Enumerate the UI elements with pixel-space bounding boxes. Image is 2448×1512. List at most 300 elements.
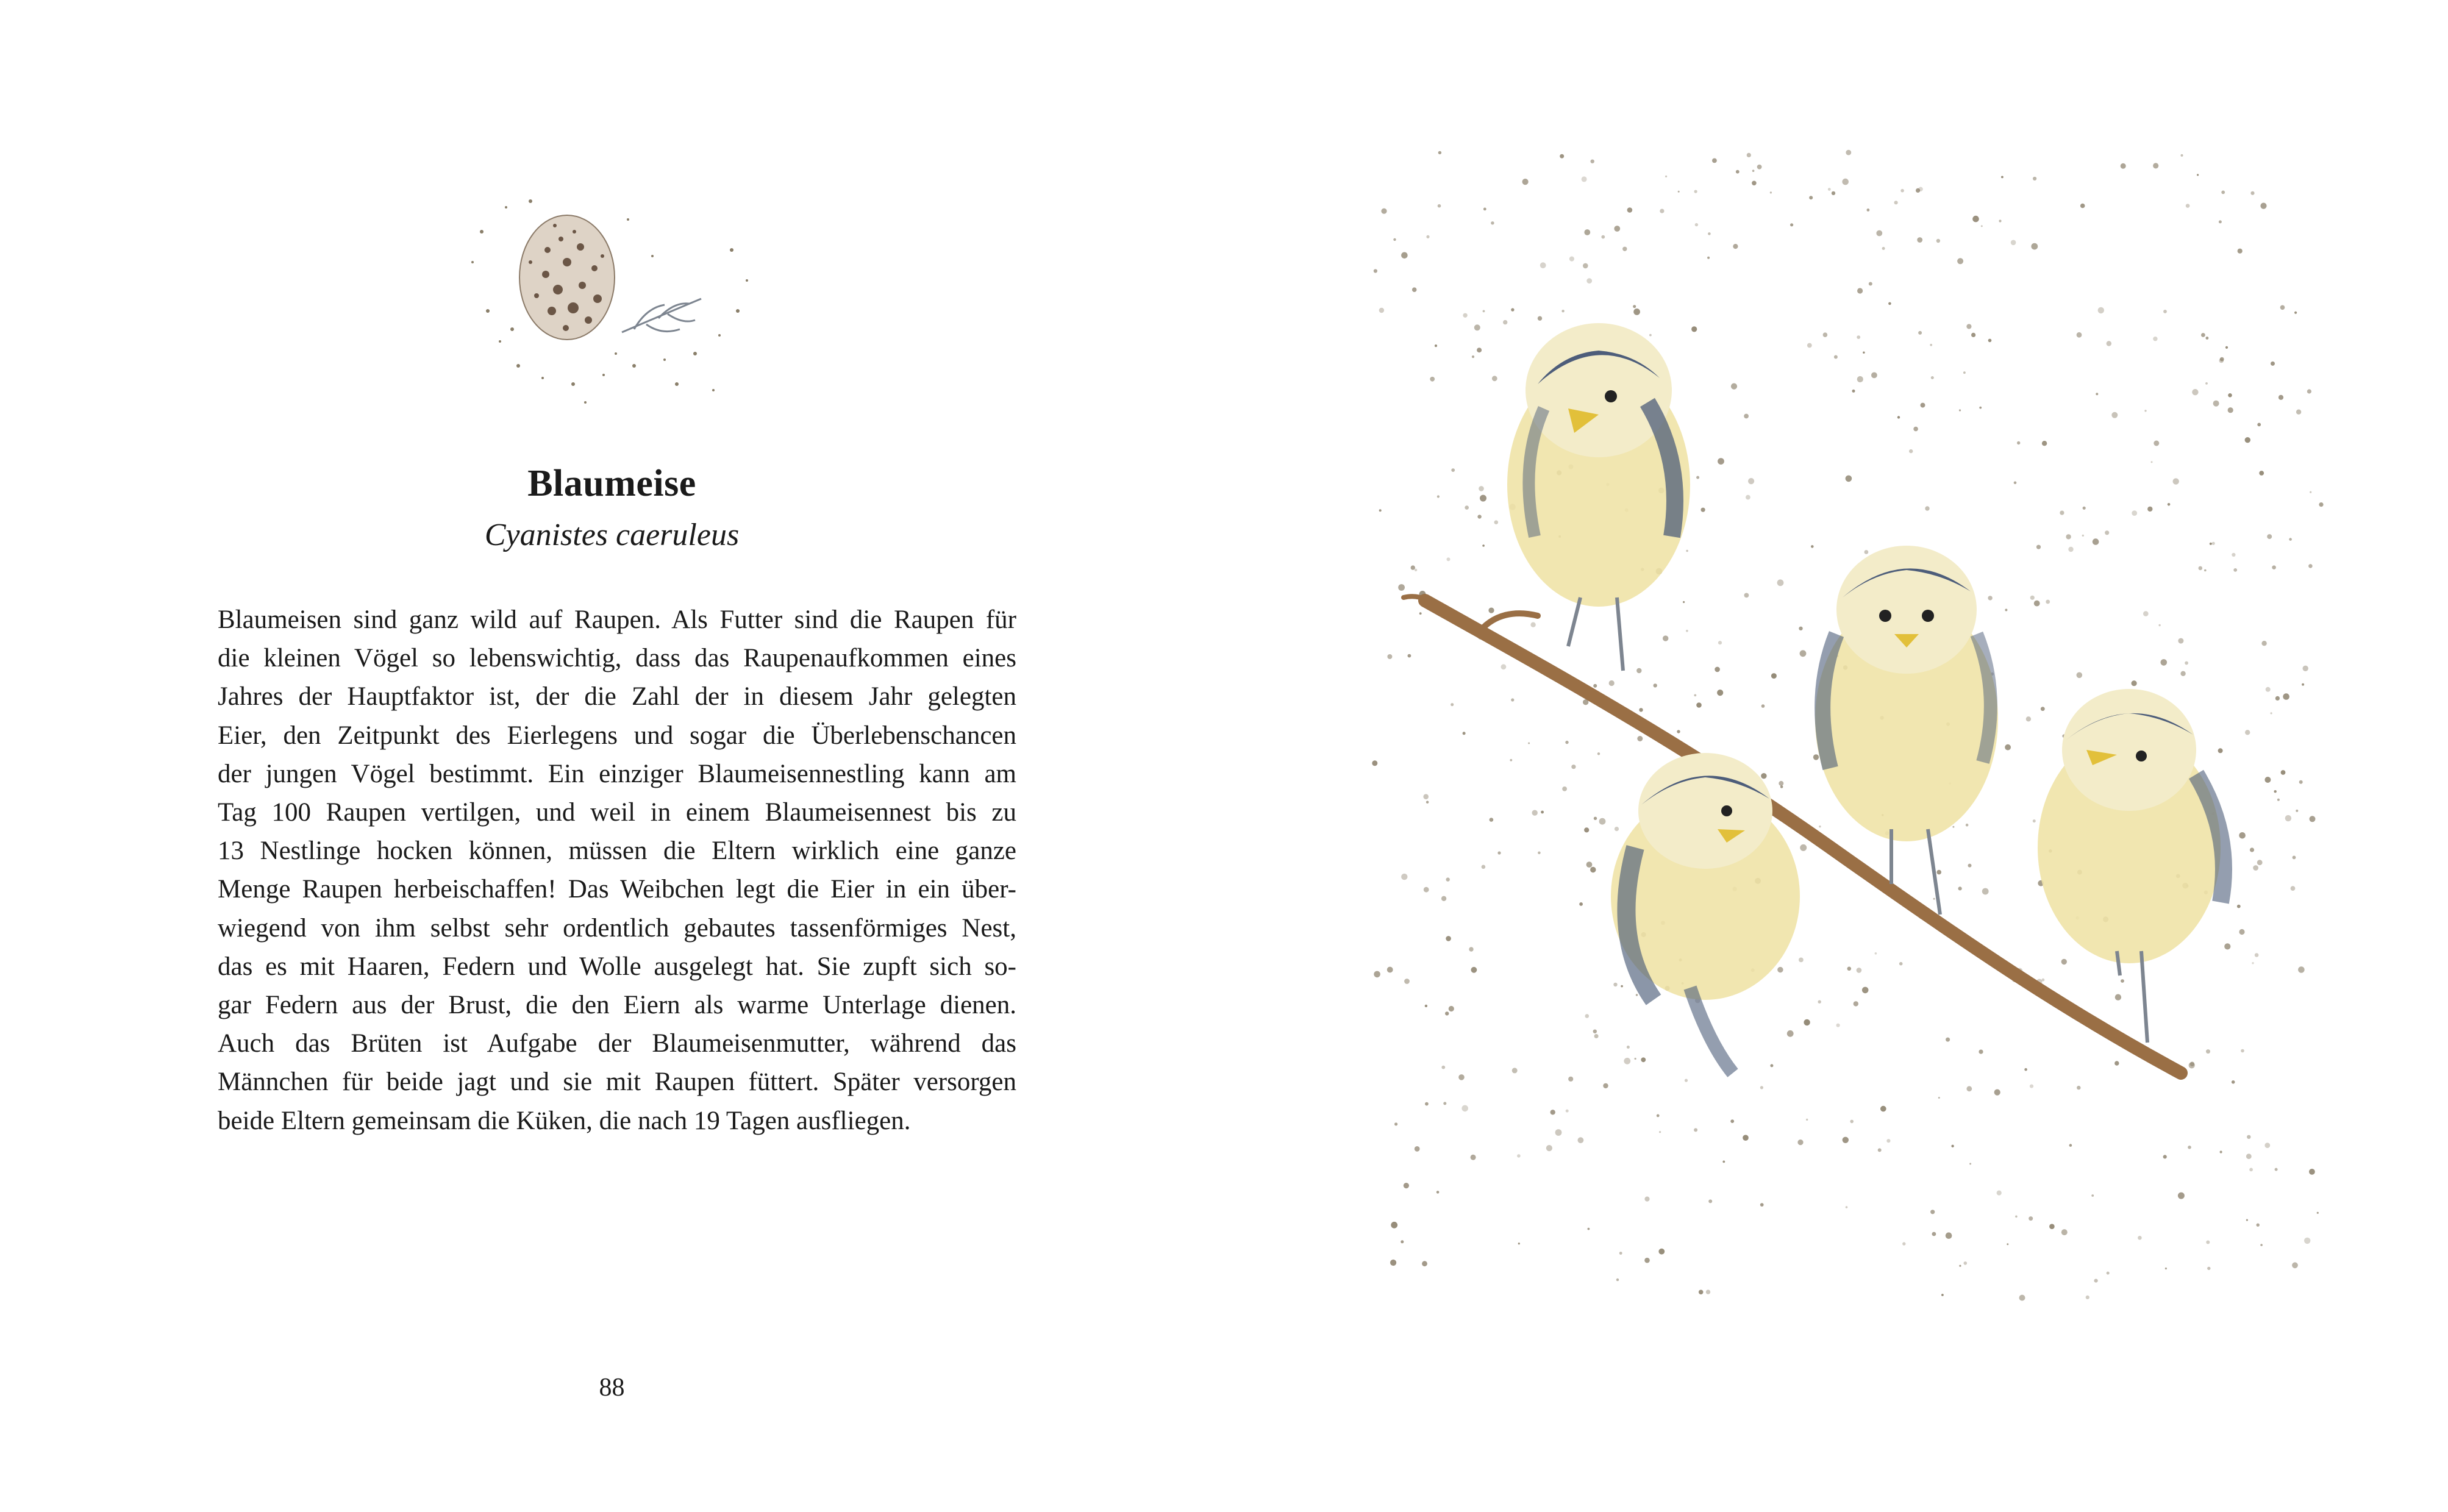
splatter-dot <box>1636 668 1641 673</box>
splatter-dot <box>2019 1295 2025 1301</box>
splatter-dot <box>2225 346 2228 349</box>
egg-feather-illustration <box>445 183 787 427</box>
splatter-dot <box>1469 947 1473 951</box>
splatter-dot <box>2111 412 2118 418</box>
splatter-dot <box>1852 390 1855 393</box>
splatter-dot <box>1510 759 1512 761</box>
splatter-dot <box>2246 1154 2252 1159</box>
splatter-dot <box>1811 545 1814 548</box>
splatter-dot <box>2107 1272 2110 1275</box>
splatter-dot <box>2219 220 2222 223</box>
splatter-dot <box>1565 741 1568 744</box>
splatter-dot <box>1449 1006 1454 1011</box>
splatter-dot <box>1921 403 1925 408</box>
splatter-dot <box>1483 208 1486 211</box>
splatter-dot <box>2204 569 2207 572</box>
splatter-dot <box>1585 1014 1590 1018</box>
bird-chick-center-right <box>1815 546 1998 841</box>
splatter-dot <box>2180 671 2185 676</box>
splatter-dot <box>2094 1279 2098 1283</box>
splatter-dot <box>1387 967 1393 973</box>
splatter-dot <box>1538 316 1542 321</box>
splatter-dot <box>2114 1061 2119 1065</box>
splatter-dot <box>2105 530 2109 535</box>
splatter-dot <box>2082 535 2084 537</box>
splatter-dot <box>1931 376 1934 379</box>
species-latin-name: Cyanistes caeruleus <box>484 518 740 552</box>
splatter-dot <box>1790 223 1793 226</box>
splatter-dot <box>1491 221 1494 224</box>
splatter-dot <box>2192 389 2198 395</box>
splatter-dot <box>2093 538 2099 545</box>
bird-chick-top-left <box>1507 323 1690 607</box>
splatter-dot <box>2007 1243 2008 1245</box>
splatter-dot <box>2224 943 2230 949</box>
splatter-dot <box>2151 461 2153 463</box>
splatter-dot <box>2299 780 2303 784</box>
splatter-dot <box>1398 584 1405 591</box>
splatter-dot <box>2308 564 2313 568</box>
splatter-dot <box>1933 898 1935 900</box>
splatter-dot <box>1582 176 1587 182</box>
right-page <box>1224 0 2448 1512</box>
splatter-dot <box>1522 179 1529 185</box>
splatter-dot <box>2233 568 2237 572</box>
splatter-dot <box>1964 1261 1968 1265</box>
splatter-dot <box>1894 201 1898 204</box>
splatter-dot <box>1730 1119 1734 1123</box>
splatter-dot <box>1712 159 1717 163</box>
splatter-dot <box>2232 553 2235 557</box>
splatter-dot <box>2115 994 2121 1000</box>
splatter-dot <box>2241 1049 2244 1053</box>
splatter-dot <box>2250 191 2254 195</box>
splatter-dot <box>1426 801 1429 804</box>
splatter-dot <box>1836 1024 1840 1027</box>
splatter-dot <box>2033 819 2036 822</box>
splatter-dot <box>2163 310 2167 313</box>
splatter-dot <box>1932 1232 1936 1236</box>
splatter-dot <box>1551 1110 1555 1114</box>
splatter-dot <box>1958 886 1962 890</box>
splatter-dot <box>1658 1249 1665 1255</box>
splatter-dot <box>1488 608 1494 613</box>
splatter-dot <box>1649 334 1652 337</box>
splatter-dot <box>2210 543 2212 545</box>
splatter-dot <box>1694 1128 1697 1132</box>
splatter-dot <box>2261 641 2266 646</box>
splatter-dot <box>1463 732 1466 735</box>
splatter-dot <box>1799 958 1804 963</box>
splatter-dot <box>2011 240 2016 246</box>
splatter-dot <box>2042 979 2045 982</box>
splatter-dot <box>2199 566 2203 571</box>
splatter-dot <box>1644 1258 1650 1263</box>
splatter-dot <box>1641 1057 1646 1062</box>
splatter-dot <box>1584 229 1590 235</box>
splatter-dot <box>1622 247 1627 251</box>
splatter-dot <box>2266 687 2271 692</box>
splatter-dot <box>1635 1058 1636 1060</box>
splatter-dot <box>1807 343 1812 348</box>
splatter-dot <box>1876 230 1882 237</box>
splatter-dot <box>1451 468 1455 472</box>
splatter-dot <box>1770 191 1772 193</box>
splatter-dot <box>1644 1197 1649 1202</box>
splatter-dot <box>1594 817 1597 820</box>
splatter-dot <box>2264 1143 2270 1148</box>
splatter-dot <box>1999 219 2001 222</box>
splatter-dot <box>1660 209 1664 213</box>
splatter-dot <box>2185 661 2188 665</box>
splatter-dot <box>1752 169 1755 172</box>
splatter-dot <box>1760 1086 1763 1089</box>
splatter-dot <box>2247 1135 2250 1139</box>
splatter-dot <box>1819 826 1821 827</box>
splatter-dot <box>1863 352 1865 354</box>
splatter-dot <box>1546 1145 1552 1151</box>
splatter-dot <box>1401 252 1408 259</box>
splatter-dot <box>2228 407 2233 413</box>
splatter-dot <box>1804 1019 1810 1025</box>
splatter-dot <box>1381 209 1386 214</box>
splatter-dot <box>1761 773 1766 779</box>
splatter-dot <box>2005 744 2011 751</box>
splatter-dot <box>1597 752 1600 755</box>
splatter-dot <box>1685 1079 1688 1082</box>
splatter-dot <box>1966 324 1971 329</box>
splatter-dot <box>1438 151 1441 154</box>
splatter-dot <box>2294 312 2297 314</box>
splatter-dot <box>1594 1034 1599 1038</box>
splatter-dot <box>1447 557 1451 561</box>
splatter-dot <box>1957 258 1963 264</box>
splatter-dot <box>1663 635 1668 641</box>
splatter-dot <box>1951 1145 1954 1147</box>
splatter-dot <box>1665 176 1667 177</box>
splatter-dot <box>1760 1203 1764 1207</box>
splatter-dot <box>1886 1139 1890 1143</box>
splatter-dot <box>2264 777 2271 783</box>
splatter-dot <box>2005 609 2007 612</box>
splatter-dot <box>1579 902 1583 906</box>
splatter-dot <box>1621 985 1623 988</box>
splatter-dot <box>2186 204 2190 208</box>
splatter-dot <box>1997 1191 2002 1196</box>
splatter-dot <box>1694 694 1696 697</box>
body-line: der jungen Vögel bestimmt. Ein einziger Blaumeisennestling kann am <box>218 759 1016 788</box>
splatter-dot <box>1959 1265 1961 1267</box>
splatter-dot <box>1787 1030 1794 1037</box>
splatter-dot <box>1451 703 1454 706</box>
splatter-dot <box>2138 1236 2142 1240</box>
splatter-dot <box>1747 153 1751 157</box>
splatter-dot <box>1959 409 1961 411</box>
splatter-dot <box>1869 282 1872 286</box>
splatter-dot <box>1832 191 1835 195</box>
splatter-dot <box>2220 357 2224 362</box>
splatter-dot <box>2168 503 2171 506</box>
splatter-dot <box>1393 238 1396 241</box>
splatter-dot <box>2041 707 2045 711</box>
splatter-dot <box>2271 362 2275 366</box>
splatter-dot <box>1733 244 1738 249</box>
splatter-dot <box>1930 344 1932 346</box>
splatter-dot <box>1718 458 1724 465</box>
splatter-dot <box>2154 441 2159 446</box>
splatter-dot <box>1880 1106 1886 1112</box>
splatter-dot <box>1474 324 1480 330</box>
splatter-dot <box>1471 967 1477 973</box>
splatter-dot <box>1372 760 1377 766</box>
splatter-dot <box>1800 650 1807 657</box>
page-number: 88 <box>599 1374 625 1402</box>
splatter-dot <box>2309 1169 2315 1175</box>
splatter-dot <box>1446 936 1451 941</box>
splatter-dot <box>1633 305 1636 308</box>
splatter-dot <box>2257 860 2263 865</box>
splatter-dot <box>1938 1097 1940 1099</box>
splatter-dot <box>2302 683 2304 686</box>
splatter-dot <box>2218 748 2223 753</box>
body-line: wiegend von ihm selbst sehr ordentlich gebautes tassenförmiges Nest, <box>218 913 1016 943</box>
splatter-dot <box>1517 1154 1521 1158</box>
splatter-dot <box>2213 401 2219 407</box>
splatter-dot <box>2238 249 2243 254</box>
splatter-dot <box>1777 579 1784 586</box>
splatter-dot <box>2061 959 2067 965</box>
splatter-dot <box>1722 1161 1725 1163</box>
splatter-dot <box>1968 864 1972 868</box>
splatter-dot <box>2206 337 2209 340</box>
splatter-dot <box>2246 1219 2248 1221</box>
splatter-dot <box>2239 929 2244 935</box>
body-line: Männchen für beide jagt und sie mit Raupen füttert. Später versorgen <box>218 1068 1016 1097</box>
splatter-dot <box>1511 308 1514 311</box>
splatter-dot <box>2158 624 2160 626</box>
splatter-dot <box>1966 1086 1972 1091</box>
splatter-dot <box>1846 1206 1848 1208</box>
splatter-dot <box>2034 601 2040 607</box>
splatter-dot <box>1614 226 1620 232</box>
splatter-dot <box>1636 994 1638 996</box>
splatter-dot <box>1761 704 1765 708</box>
body-line: Eier, den Zeitpunkt des Eierlegens und sogar die Überlebenschancen <box>218 721 1016 750</box>
splatter-dot <box>1422 1261 1427 1266</box>
splatter-dot <box>2319 502 2323 507</box>
splatter-dot <box>1569 257 1574 262</box>
splatter-dot <box>1479 486 1484 491</box>
splatter-dot <box>1590 867 1596 872</box>
splatter-dot <box>2310 491 2311 493</box>
splatter-dot <box>1390 1260 1396 1266</box>
splatter-dot <box>1419 612 1422 615</box>
splatter-dot <box>1736 170 1740 174</box>
splatter-dot <box>1616 1278 1619 1281</box>
splatter-dot <box>1490 818 1494 822</box>
splatter-dot <box>1492 376 1497 381</box>
splatter-dot <box>1857 968 1862 973</box>
splatter-dot <box>2188 1146 2191 1149</box>
splatter-dot <box>1657 1114 1660 1118</box>
splatter-dot <box>1411 565 1415 569</box>
splatter-dot <box>2014 482 2017 485</box>
splatter-dot <box>2267 534 2272 539</box>
splatter-dot <box>1586 278 1592 284</box>
splatter-dot <box>2086 1296 2089 1299</box>
splatter-dot <box>2107 341 2111 346</box>
splatter-dot <box>2245 730 2250 735</box>
splatter-dot <box>2153 163 2158 168</box>
splatter-dot <box>1800 844 1807 851</box>
splatter-dot <box>2066 534 2071 539</box>
splatter-dot <box>2283 693 2289 700</box>
splatter-dot <box>2275 1168 2278 1171</box>
splatter-dot <box>1718 641 1722 644</box>
splatter-dot <box>2060 511 2064 515</box>
splatter-dot <box>2252 962 2254 964</box>
splatter-dot <box>1930 1210 1935 1214</box>
splatter-dot <box>1430 377 1435 382</box>
body-line: Menge Raupen herbeischaffen! Das Weibchen legt die Eier in ein über- <box>218 875 1016 904</box>
splatter-dot <box>1748 478 1754 484</box>
splatter-dot <box>2147 507 2152 512</box>
splatter-dot <box>1518 1243 1520 1244</box>
splatter-dot <box>2260 203 2266 209</box>
splatter-dot <box>1584 827 1589 832</box>
splatter-dot <box>1988 596 1992 600</box>
splatter-dot <box>1615 827 1619 831</box>
splatter-dot <box>1435 344 1437 347</box>
splatter-dot <box>1394 1122 1397 1125</box>
body-line: Jahres der Hauptfaktor ist, der die Zahl der in diesem Jahr gelegten <box>218 682 1016 711</box>
splatter-dot <box>1936 870 1941 875</box>
splatter-dot <box>1415 569 1417 571</box>
splatter-dot <box>1686 550 1688 552</box>
body-line: beide Eltern gemeinsam die Küken, die nach 19 Tagen ausfliegen. <box>218 1106 911 1135</box>
splatter-dot <box>1609 680 1615 686</box>
splatter-dot <box>2278 395 2283 400</box>
splatter-dot <box>1562 786 1567 791</box>
splatter-dot <box>2083 507 2086 510</box>
splatter-dot <box>2077 332 2082 338</box>
species-title: Blaumeise <box>527 463 696 504</box>
splatter-dot <box>2296 810 2298 812</box>
splatter-dot <box>1601 235 1605 239</box>
splatter-dot <box>1701 508 1705 512</box>
body-paragraph <box>218 601 1016 1140</box>
splatter-dot <box>2289 538 2292 541</box>
body-line: Tag 100 Raupen vertilgen, und weil in einem Blaumeisennest bis zu <box>218 798 1016 827</box>
splatter-dot <box>2206 1049 2210 1054</box>
splatter-dot <box>2232 1080 2235 1084</box>
splatter-dot <box>1828 188 1831 191</box>
body-line: 13 Nestlinge hocken können, müssen die Eltern wirklich eine ganze <box>218 836 1016 866</box>
splatter-dot <box>1477 515 1481 518</box>
splatter-dot <box>1497 851 1501 854</box>
splatter-dot <box>1528 743 1530 744</box>
splatter-dot <box>1707 257 1710 259</box>
splatter-dot <box>1966 824 1969 827</box>
splatter-dot <box>1946 1038 1950 1042</box>
splatter-dot <box>1501 664 1507 669</box>
splatter-dot <box>1972 216 1979 223</box>
splatter-dot <box>1512 1068 1518 1073</box>
splatter-dot <box>1809 196 1813 199</box>
splatter-dot <box>1916 188 1920 193</box>
splatter-dot <box>2015 1216 2018 1218</box>
splatter-dot <box>2143 611 2149 616</box>
splatter-dot <box>2165 1268 2167 1269</box>
splatter-dot <box>1568 1077 1573 1082</box>
splatter-dot <box>1982 888 1989 895</box>
bird-chick-right <box>2038 689 2224 963</box>
splatter-dot <box>1979 407 1982 409</box>
splatter-dot <box>1463 313 1467 318</box>
splatter-dot <box>2181 154 2183 157</box>
splatter-dot <box>1437 495 1440 497</box>
splatter-dot <box>1878 1148 1882 1152</box>
splatter-dot <box>2293 856 2296 860</box>
splatter-dot <box>1374 269 1377 273</box>
splatter-dot <box>1639 708 1643 711</box>
splatter-dot <box>1843 1137 1849 1143</box>
splatter-dot <box>2207 1267 2210 1270</box>
splatter-dot <box>2163 1155 2167 1158</box>
splatter-dot <box>1780 785 1783 788</box>
splatter-dot <box>1593 684 1597 688</box>
splatter-dot <box>1404 1183 1409 1188</box>
splatter-dot <box>2307 389 2311 393</box>
splatter-dot <box>1465 505 1469 510</box>
splatter-dot <box>1412 287 1417 292</box>
splatter-dot <box>1917 237 1922 243</box>
splatter-dot <box>2153 337 2157 341</box>
splatter-dot <box>1538 852 1541 855</box>
splatter-dot <box>1677 730 1680 733</box>
splatter-dot <box>1379 308 1384 313</box>
splatter-dot <box>1683 601 1685 603</box>
splatter-dot <box>2205 382 2208 385</box>
splatter-dot <box>1571 765 1575 769</box>
body-line: Blaumeisen sind ganz wild auf Raupen. Als Futter sind die Raupen für <box>218 605 1016 634</box>
splatter-dot <box>1902 1242 1905 1245</box>
splatter-dot <box>2042 441 2047 446</box>
splatter-dot <box>1806 1119 1808 1121</box>
splatter-dot <box>1593 1030 1597 1033</box>
splatter-dot <box>1857 288 1863 293</box>
splatter-dot <box>1530 622 1535 627</box>
splatter-dot <box>2061 1229 2068 1235</box>
splatter-dot <box>2001 176 2004 179</box>
splatter-dot <box>1743 1135 1749 1141</box>
splatter-dot <box>2201 333 2205 337</box>
splatter-dot <box>1555 1129 1562 1136</box>
splatter-dot <box>1472 355 1474 358</box>
splatter-dot <box>2304 1238 2310 1244</box>
splatter-dot <box>1699 1290 1704 1295</box>
splatter-dot <box>1862 987 1869 994</box>
splatter-dot <box>2091 1194 2094 1197</box>
splatter-dot <box>1401 1240 1404 1243</box>
splatter-dot <box>1613 983 1617 986</box>
splatter-dot <box>2068 547 2073 552</box>
splatter-dot <box>1659 1131 1661 1133</box>
splatter-dot <box>1797 1139 1803 1145</box>
splatter-dot <box>2173 478 2179 484</box>
splatter-dot <box>2080 204 2085 209</box>
splatter-dot <box>1445 1011 1449 1015</box>
